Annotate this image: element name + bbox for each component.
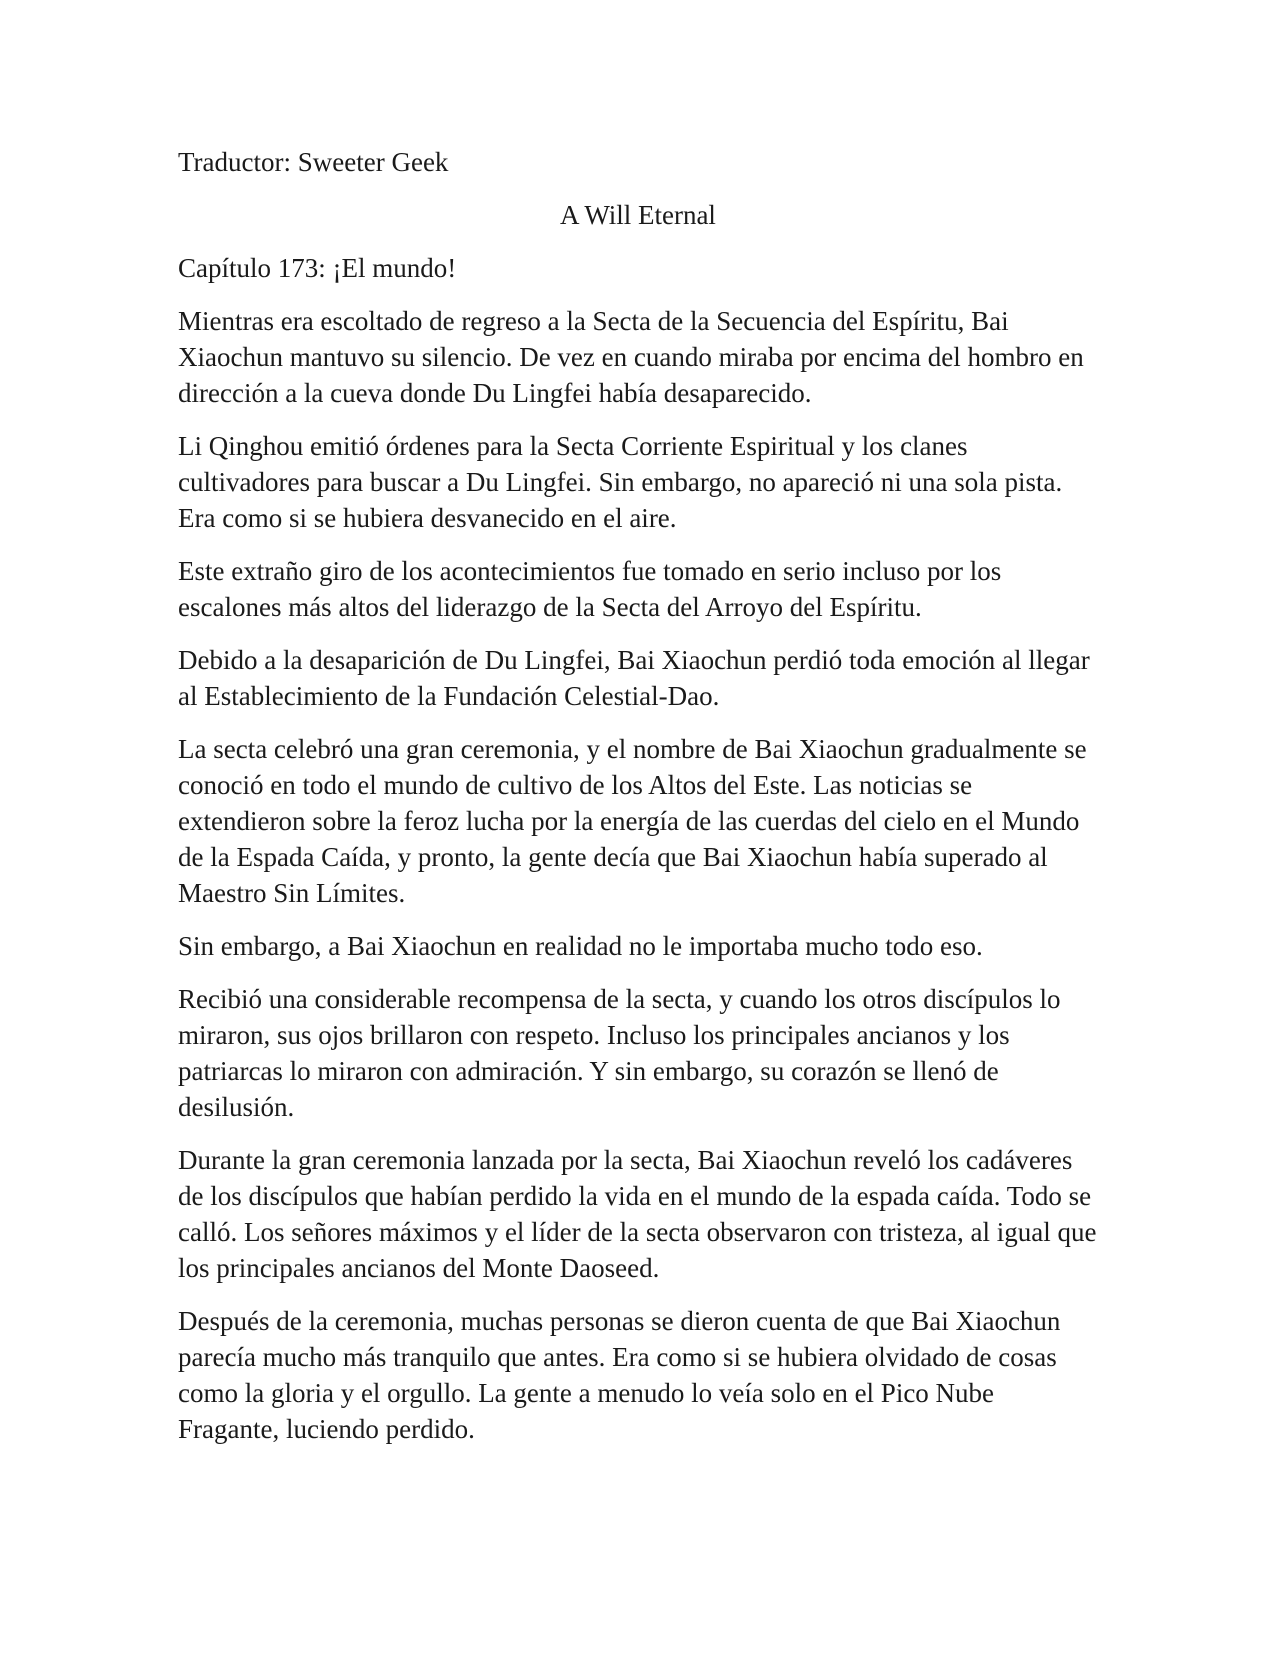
chapter-title: Capítulo 173: ¡El mundo! bbox=[178, 253, 457, 283]
paragraph: Después de la ceremonia, muchas personas se dieron cuenta de que Bai Xiaochun parecía mucho más tranquilo que antes. Era como si se hubiera olvidado de cosas como la gloria y el orgullo. La gente a menudo lo veía solo en el Pico Nube Fragante, luciendo perdido. bbox=[178, 1306, 1061, 1444]
paragraph: Durante la gran ceremonia lanzada por la secta, Bai Xiaochun reveló los cadáveres de los discípulos que habían perdido la vida en el mundo de la espada caída. Todo se calló. Los señores máximos y el líder de la secta observaron con tristeza, al igual que los principales ancianos del Monte Daoseed. bbox=[178, 1145, 1097, 1283]
paragraph: Recibió una considerable recompensa de la secta, y cuando los otros discípulos lo miraron, sus ojos brillaron con respeto. Incluso los principales ancianos y los patriarcas lo miraron con admiración. Y sin embargo, su corazón se llenó de desilusión. bbox=[178, 984, 1061, 1122]
paragraph: Sin embargo, a Bai Xiaochun en realidad no le importaba mucho todo eso. bbox=[178, 931, 983, 961]
paragraph: Debido a la desaparición de Du Lingfei, Bai Xiaochun perdió toda emoción al llegar al Establecimiento de la Fundación Celestial-Dao. bbox=[178, 645, 1090, 711]
paragraph: Mientras era escoltado de regreso a la Secta de la Secuencia del Espíritu, Bai Xiaochun mantuvo su silencio. De vez en cuando miraba por encima del hombro en dirección a la cueva donde Du Lingfei había desaparecido. bbox=[178, 306, 1084, 408]
book-title: A Will Eternal bbox=[560, 200, 716, 230]
paragraph: Este extraño giro de los acontecimientos fue tomado en serio incluso por los escalones más altos del liderazgo de la Secta del Arroyo del Espíritu. bbox=[178, 556, 1002, 622]
document-body bbox=[178, 144, 1098, 1464]
translator-credit: Traductor: Sweeter Geek bbox=[178, 147, 449, 177]
paragraph: Li Qinghou emitió órdenes para la Secta Corriente Espiritual y los clanes cultivadores para buscar a Du Lingfei. Sin embargo, no apareció ni una sola pista. Era como si se hubiera desvanecido en el aire. bbox=[178, 431, 1063, 533]
paragraph: La secta celebró una gran ceremonia, y el nombre de Bai Xiaochun gradualmente se conoció en todo el mundo de cultivo de los Altos del Este. Las noticias se extendieron sobre la feroz lucha por la energía de las cuerdas del cielo en el Mundo de la Espada Caída, y pronto, la gente decía que Bai Xiaochun había superado al Maestro Sin Límites. bbox=[178, 734, 1087, 908]
